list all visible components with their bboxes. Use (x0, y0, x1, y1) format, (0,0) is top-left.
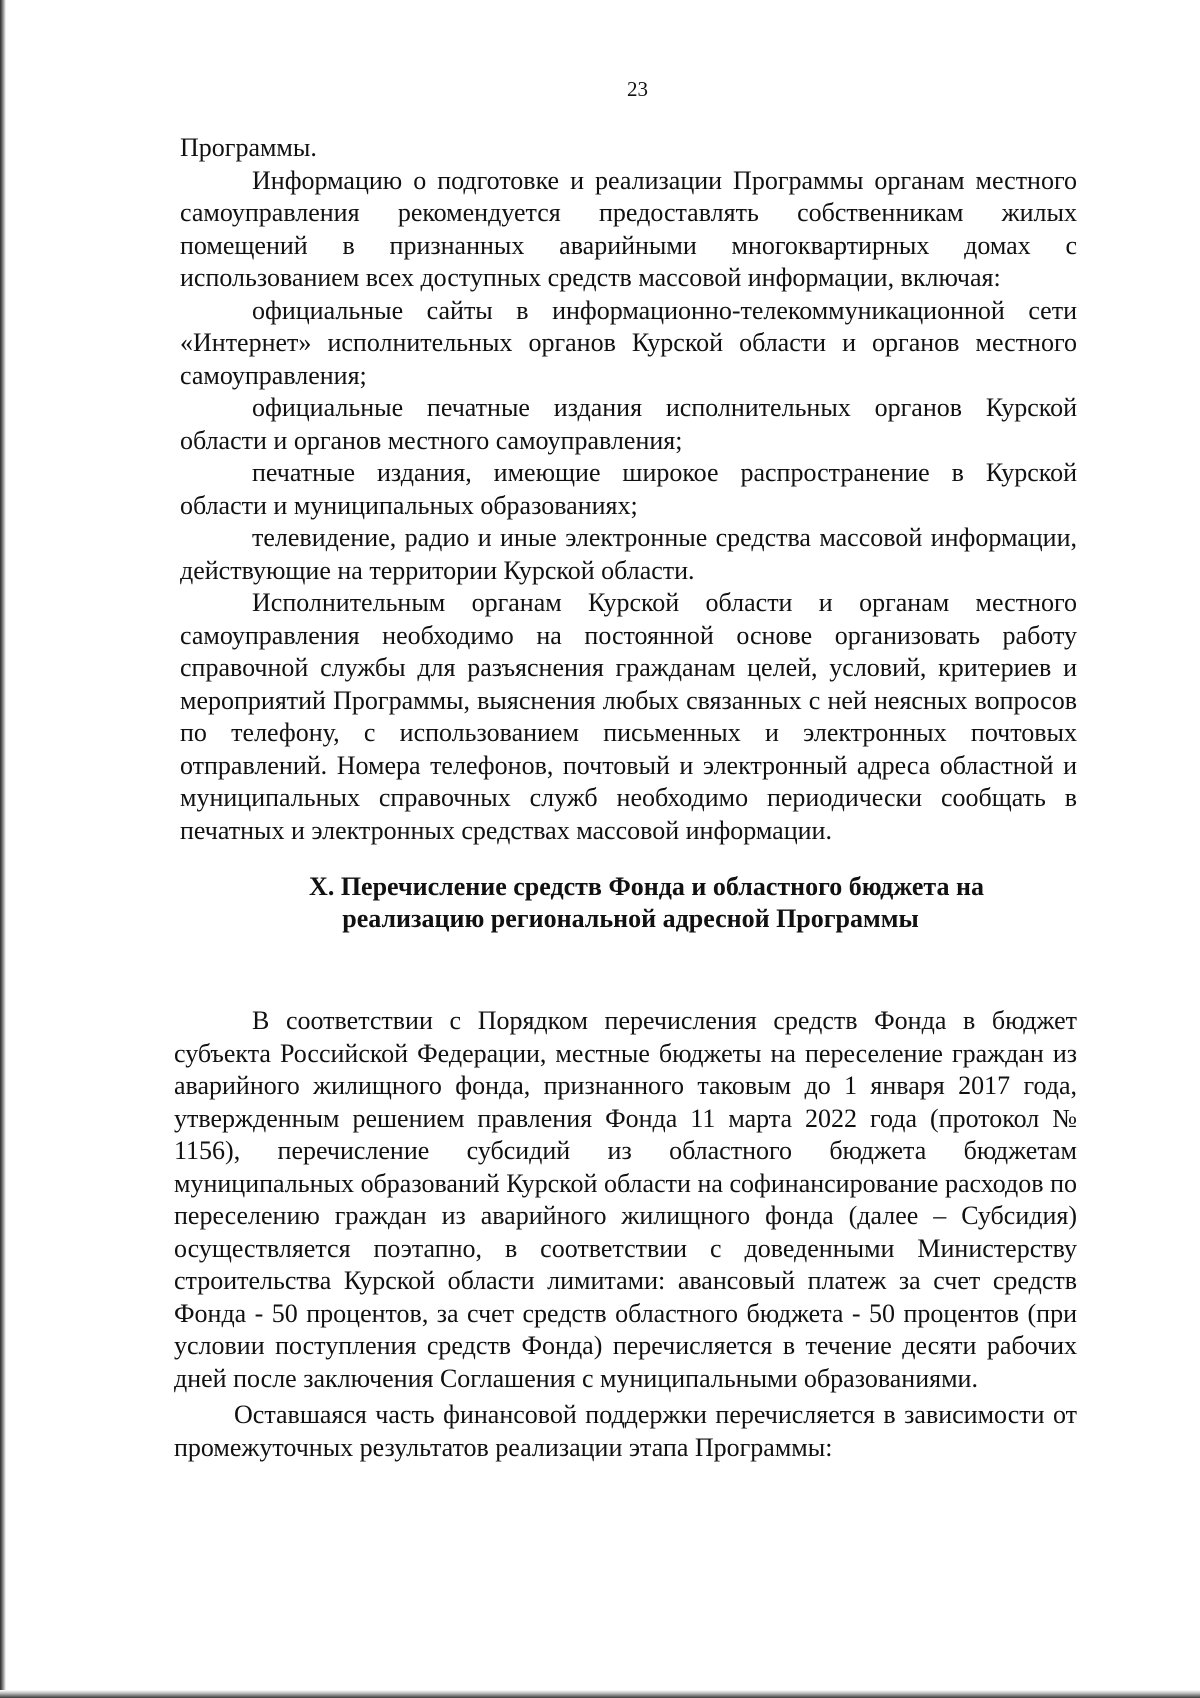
section-heading-line2: реализацию региональной адресной Программы (342, 904, 919, 933)
list-item-websites: официальные сайты в информационно-телекоммуникационной сети «Интернет» исполнительных органов Курской области и органов местного самоуправления; (180, 295, 1077, 390)
list-item-print-media: печатные издания, имеющие широкое распространение в Курской области и муниципальных образованиях; (180, 458, 1077, 520)
section-heading-line1: X. Перечисление средств Фонда и областного бюджета на (309, 872, 984, 901)
list-item-tv-radio: телевидение, радио и иные электронные средства массовой информации, действующие на территории Курской области. (180, 523, 1077, 585)
paragraph-transfer-procedure: В соответствии с Порядком перечисления средств Фонда в бюджет субъекта Российской Федерации, местные бюджеты на переселение граждан из аварийного жилищного фонда, признанного таковым до 1 января 2017 года, утвержденным решением правления Фонда 11 марта 2022 года (протокол № 1156), перечисление субсидий из областного бюджета бюджетам муниципальных образований Курской области на софинансирование расходов по переселению граждан из аварийного жилищного фонда (далее – Субсидия) осуществляется поэтапно, в соответствии с доведенными Министерству строительства Курской области лимитами: авансовый платеж за счет средств Фонда - 50 процентов, за счет средств областного бюджета - 50 процентов (при условии поступления средств Фонда) перечисляется в течение десяти рабочих дней после заключения Соглашения с муниципальными образованиями. (174, 1006, 1077, 1393)
list-item-official-print: официальные печатные издания исполнительных органов Курской области и органов местного самоуправления; (180, 393, 1077, 455)
body-text-lower (174, 1005, 1077, 1464)
paragraph-help-service: Исполнительным органам Курской области и органам местного самоуправления необходимо на постоянной основе организовать работу справочной службы для разъяснения гражданам целей, условий, критериев и мероприятий Программы, выяснения любых связанных с ней неясных вопросов по телефону, с использованием письменных и электронных почтовых отправлений. Номера телефонов, почтовый и электронный адреса областной и муниципальных справочных служб необходимо периодически сообщать в печатных и электронных средствах массовой информации. (180, 588, 1077, 845)
paragraph-remaining-support: Оставшаяся часть финансовой поддержки перечисляется в зависимости от промежуточных результатов реализации этапа Программы: (174, 1400, 1077, 1462)
page-number: 23 (627, 77, 648, 101)
scan-left-edge (0, 0, 6, 1698)
scan-bottom-edge (0, 1690, 1200, 1698)
paragraph-information: Информацию о подготовке и реализации Программы органам местного самоуправления рекомендуется предоставлять собственникам жилых помещений в признанных аварийными многоквартирных домах с использованием всех доступных средств массовой информации, включая: (180, 165, 1077, 292)
section-heading (180, 871, 1077, 935)
body-text-upper (180, 132, 1077, 935)
paragraph-continuation: Программы. (180, 133, 317, 162)
